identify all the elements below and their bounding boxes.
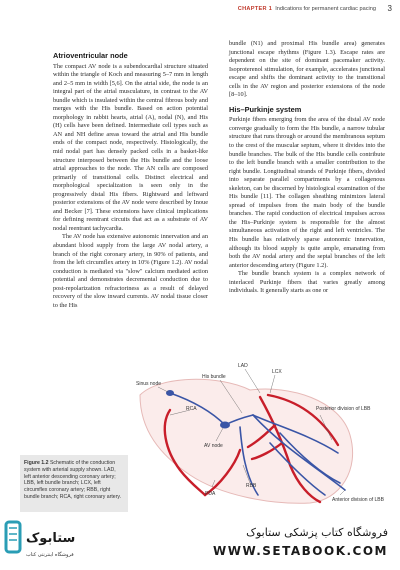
av-node-marker [220,422,230,429]
label-lad: LAD [238,363,248,369]
running-header-text [238,6,376,12]
section-heading-his-purkinje: His–Purkinje system [229,104,302,114]
sinus-node-marker [166,390,174,396]
section-heading-av-node: Atrioventricular node [53,51,128,60]
logo-book-lines [9,528,17,540]
caption-text: Schematic of the conduction system with arterial supply shown. LAD, left anterior descending coronary artery; LBB, left bundle branch; LCX, left circumflex coronary artery; RBB, right bundle branch; RCA, right coronary artery. [24,460,122,500]
label-his-bundle: His bundle [202,374,226,380]
left-column [53,52,208,310]
setabook-banner [0,512,400,570]
label-lcx: LCX [272,369,282,375]
running-header [0,0,400,14]
label-pda: PDA [205,491,216,497]
paragraph: bundle (N1) and proximal His bundle area) generates junctional escape rhythms (Figure 1.3). Escape rates are dependent on the site of dominant pacemaker activity. Isoproterenol stimulation, for example, accelerates junctional escape and shifts the dominant activity to the transitional cells in the AV region and posterior extensions of the node [8–10]. [229,40,385,99]
page-number: 3 [387,4,392,13]
right-column [229,40,385,296]
paragraph: The compact AV node is a subendocardial structure situated within the triangle of Koch and measuring 5–7 mm in length and 2–5 mm in width [5,6]. On the atrial side, the node is an integral part of the atrial musculature, in contrast to the AV bundle which is insulated within the central fibrous body and merges with the His bundle. Based on action potential morphology in rabbit hearts, atrial (A), nodal (N), and His (H) cells have been defined. Intermediate cell types such as AN and NH define areas toward the atrial and His bundle ends of the compact node, respectively. Histologically, the mid nodal part has densely packed cells in a basket-like structure interposed between the His bundle and the loose atrial approaches to the node. The AN cells are composed primarily of transitional cells. Distinct electrical and morphological specialization is seen only in the progressively distal His fibers. Rightward and leftward posterior extensions of the AV node were described by Inoue and Becker [7]. These extensions have clinical implications for defining reentrant circuits that act as a substrate of AV nodal reentrant tachycardia. [53,62,208,232]
label-sinus-node: Sinus node [136,381,162,387]
chapter-title: Indications for permanent cardiac pacing [275,6,376,12]
paragraph: The AV node has extensive autonomic innervation and an abundant blood supply from the large AV nodal artery, a branch of the right coronary artery, in 90% of patients, and from the left circumflex artery in 10% (Figure 1.2). AV nodal conduction is mediated via "slow" calcium mediated action potential and demonstrates decremental conduction due to post-repolarization refractoriness as a result of delayed recovery of the slow inward currents. AV nodal tissue closer to the His [53,233,208,309]
caption-label: Figure 1.2 [24,460,49,466]
logo-book-icon [6,522,20,552]
paragraph: Purkinje fibers emerging from the area of the distal AV node converge gradually to form the His bundle, a narrow tubular structure that runs through or around the membranous septum to the crest of the muscular septum, where it divides into the bundle branches. The bulk of the His bundle cells contribute to the left bundle branch with a smaller contribution to the right bundle. Longitudinal strands of Purkinje fibers, divided into separate parallel compartments by a collagenous skeleton, can be discerned by histological examination of the His bundle [11]. The collagen sheathing minimizes lateral spread of impulses from the main body of the bundle branches. The rapid conduction of electrical impulses across the His–Purkinje system is responsible for the almost simultaneous activation of the right and left ventricles. The His bundle has relatively sparse autonomic innervation, although its blood supply is quite ample, emanating from both the AV nodal artery and the septal branches of the left anterior descending artery (Figure 1.2). [229,116,385,269]
logo-subtext: فروشگاه اینترنتی کتاب [26,552,74,558]
banner-title: فروشگاه کتاب پزشکی ستابوک [246,526,388,539]
setabook-logo [4,516,84,566]
label-rca: RCA [186,406,197,412]
banner-url[interactable]: WWW.SETABOOK.COM [212,544,388,558]
label-av-node: AV node [204,443,223,449]
chapter-label: CHAPTER 1 [237,6,273,12]
label-posterior-division: Posterior division of LBB [316,406,371,412]
paragraph: The bundle branch system is a complex network of interlaced Purkinje fibers that varies greatly among individuals. It generally starts as one or [229,270,385,295]
logo-wordmark: ستابوک [26,531,76,546]
label-rbb: RBB [246,483,257,489]
label-anterior-division: Anterior division of LBB [332,497,384,503]
